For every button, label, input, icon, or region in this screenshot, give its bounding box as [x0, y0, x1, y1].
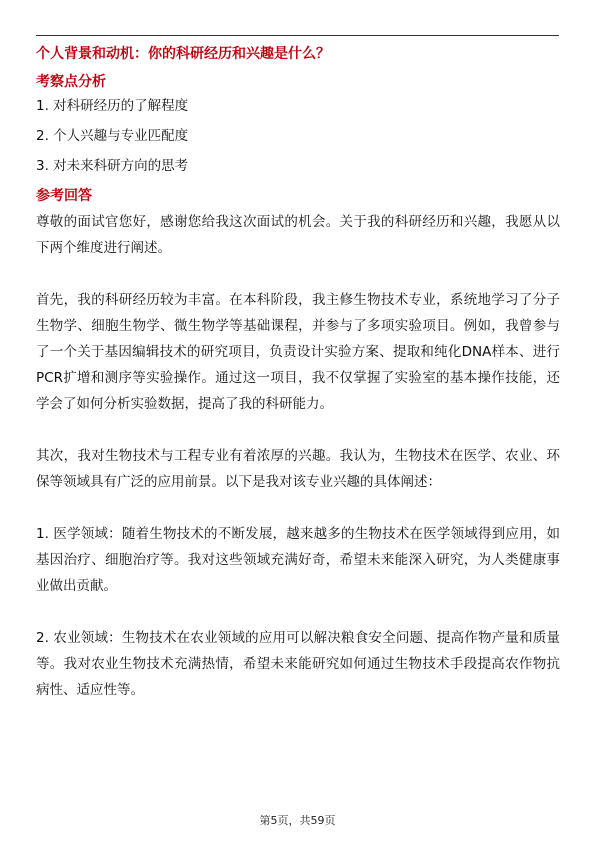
key-points-title: 考察点分析 — [36, 74, 106, 90]
key-points-list — [36, 96, 560, 176]
answer-paragraph: 尊敬的面试官您好，感谢您给我这次面试的机会。关于我的科研经历和兴趣，我愿从以下两个维度进行阐述。 — [36, 214, 560, 256]
key-point-item: 3. 对未来科研方向的思考 — [36, 158, 189, 174]
key-point-item: 1. 对科研经历的了解程度 — [36, 98, 189, 114]
page-content — [36, 44, 560, 729]
answer-paragraph: 其次，我对生物技术与工程专业有着浓厚的兴趣。我认为，生物技术在医学、农业、环保等领域具有广泛的应用前景。以下是我对该专业兴趣的具体阐述： — [36, 448, 560, 490]
answer-paragraph: 首先，我的科研经历较为丰富。在本科阶段，我主修生物技术专业，系统地学习了分子生物学、细胞生物学、微生物学等基础课程，并参与了多项实验项目。例如，我曾参与了一个关于基因编辑技术的研究项目，负责设计实验方案、提取和纯化DNA样本、进行PCR扩增和测序等实验操作。通过这一项目，我不仅掌握了实验室的基本操作技能，还学会了如何分析实验数据，提高了我的科研能力。 — [36, 292, 560, 412]
key-point-item: 2. 个人兴趣与专业匹配度 — [36, 128, 189, 144]
question-heading: 个人背景和动机：你的科研经历和兴趣是什么？ — [36, 46, 330, 62]
page-number: 第5页，共59页 — [259, 814, 336, 827]
answer-paragraph: 1. 医学领域：随着生物技术的不断发展，越来越多的生物技术在医学领域得到应用，如基因治疗、细胞治疗等。我对这些领域充满好奇，希望未来能深入研究，为人类健康事业做出贡献。 — [36, 526, 560, 594]
answer-title: 参考回答 — [36, 188, 92, 204]
answer-paragraph: 2. 农业领域：生物技术在农业领域的应用可以解决粮食安全问题、提高作物产量和质量等。我对农业生物技术充满热情，希望未来能研究如何通过生物技术手段提高农作物抗病性、适应性等。 — [36, 630, 560, 698]
header-rule — [36, 35, 559, 36]
